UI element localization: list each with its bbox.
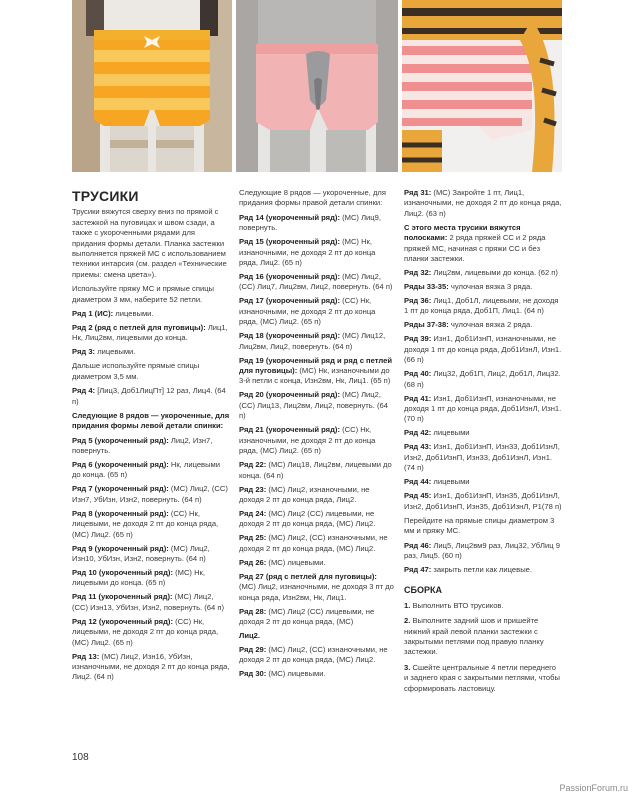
instruction-row: Ряд 39: Изн1, Доб1ИзнП, изнаночными, не доходя 1 пт до конца ряда, Доб1ИзнЛ, Изн1. (66 п) bbox=[404, 334, 562, 365]
instruction-row: Ряд 47: закрыть петли как лицевые. bbox=[404, 564, 532, 574]
photo-pink-shorts bbox=[236, 0, 398, 172]
instruction-row: Ряд 26: (МС) лицевыми. bbox=[239, 557, 326, 567]
instruction-row: Ряд 42: лицевыми bbox=[404, 428, 470, 438]
instruction-row: Ряд 8 (укороченный ряд): (СС) Нк, лицевыми, не доходя 2 пт до конца ряда, (МС) Лиц2. (65 п) bbox=[72, 508, 219, 539]
instruction-row: Ряд 28: (МС) Лиц2 (СС) лицевыми, не доходя 2 пт до конца ряда, (МС) bbox=[239, 606, 375, 626]
instruction-row: Ряд 43: Изн1, Доб1ИзнП, Изн33, Доб1ИзнЛ, Изн2, Доб1ИзнП, Изн33, Доб1ИзнЛ, Изн1. (74 п) bbox=[404, 442, 560, 473]
instruction-row: Ряд 36: Лиц1, Доб1Л, лицевыми, не доходя 1 пт до конца ряда, Доб1П, Лиц1. (64 п) bbox=[404, 296, 559, 316]
instruction-row: Ряд 14 (укороченный ряд): (МС) Лиц9, повернуть. bbox=[239, 212, 381, 233]
instruction-row: Ряд 9 (укороченный ряд): (МС) Лиц2, Изн10, УбИзн, Изн2, повернуть. (64 п) bbox=[72, 543, 210, 563]
text-column-3 bbox=[404, 188, 562, 699]
instruction-row: Ряды 37-38: чулочная вязка 2 ряда. bbox=[404, 320, 533, 330]
instruction-row: Ряд 30: (МС) лицевыми. bbox=[239, 669, 326, 679]
instruction-row: Ряд 7 (укороченный ряд): (МС) Лиц2, (СС) Изн7, УбИзн, Изн2, повернуть. (64 п) bbox=[72, 484, 228, 504]
photo-orange-striped-shorts bbox=[72, 0, 232, 172]
instruction-row: Ряды 33-35: чулочная вязка 3 ряда. bbox=[404, 282, 533, 292]
instruction-row: Ряд 45: Изн1, Доб1ИзнП, Изн35, Доб1ИзнЛ, Изн2, Доб1ИзнП, Изн35, Доб1ИзнЛ, Р1(78 п) bbox=[404, 491, 562, 511]
text-column-2 bbox=[239, 188, 395, 683]
instruction-row: Ряд 23: (МС) Лиц2, изнаночными, не доходя 2 пт до конца ряда, Лиц2. bbox=[239, 484, 370, 504]
section-heading: Следующие 8 рядов — укороченные, для придания формы правой детали спинки: bbox=[239, 188, 386, 208]
instruction-row: Ряд 4: [Лиц3, Доб1ЛицПт] 12 раз, Лиц4. (64 п) bbox=[72, 386, 226, 406]
instruction-row: Ряд 10 (укороченный ряд): (МС) Нк, лицевыми до конца. (65 п) bbox=[72, 567, 205, 588]
note-paragraph: Дальше используйте прямые спицы диаметром 3,5 мм. bbox=[72, 361, 200, 381]
instruction-row: Ряд 40: Лиц32, Доб1П, Лиц2, Доб1Л, Лиц32. (68 п) bbox=[404, 369, 561, 389]
instruction-row: Ряд 44: лицевыми bbox=[404, 477, 470, 487]
intro-paragraph: Используйте пряжу МС и прямые спицы диаметром 3 мм, наберите 52 петли. bbox=[72, 284, 215, 304]
instruction-row: Ряд 19 (укороченный ряд и ряд с петлей для пуговицы): (МС) Нк, изнаночными до 3-й петли с конца, Изн2вм, Нк, Лиц1. (65 п) bbox=[239, 355, 392, 386]
instruction-row: Ряд 32: Лиц2вм, лицевыми до конца. (62 п) bbox=[404, 268, 558, 278]
instruction-row: Ряд 1 (ИС): лицевыми. bbox=[72, 309, 154, 319]
instruction-row: Ряд 21 (укороченный ряд): (СС) Нк, изнаночными, не доходя 2 пт до конца ряда, (МС) Лиц2. (65 п) bbox=[239, 425, 376, 456]
assembly-step: 1. Выполнить ВТО трусиков. bbox=[404, 600, 504, 610]
instruction-row: Ряд 12 (укороченный ряд): (СС) Нк, лицевыми, не доходя 2 пт до конца ряда, (МС) Лиц2. (65 п) bbox=[72, 616, 219, 647]
instruction-row: Ряд 16 (укороченный ряд): (МС) Лиц2, (СС) Лиц7, Лиц2вм, Лиц2, повернуть. (64 п) bbox=[239, 272, 393, 292]
instruction-row: Ряд 31: (МС) Закройте 1 пт, Лиц1, изнаночными, не доходя 2 пт до конца ряда, Лиц2. (63 п) bbox=[404, 188, 562, 218]
assembly-step: 3. Сшейте центральные 4 петли переднего и заднего края с закрытыми петлями, чтобы сформировать ластовицу. bbox=[404, 662, 560, 693]
assembly-step: 2. Выполните задний шов и пришейте нижний край левой планки застежки с закрытыми петлями под правую планку застежки. bbox=[404, 616, 544, 657]
instruction-row: Ряд 11 (укороченный ряд): (МС) Лиц2, (СС) Изн13, УбИзн, Изн2, повернуть. (64 п) bbox=[72, 592, 224, 612]
note-paragraph: Перейдите на прямые спицы диаметром 3 мм и пряжу МС. bbox=[404, 515, 555, 536]
instruction-row: Ряд 3: лицевыми. bbox=[72, 347, 136, 357]
instruction-row: Ряд 25: (МС) Лиц2, (СС) изнаночными, не доходя 2 пт до конца ряда, (МС) Лиц2. bbox=[239, 533, 388, 553]
page-number: 108 bbox=[72, 752, 89, 763]
instruction-row: Ряд 13: (МС) Лиц2, Изн16, УбИзн, изнаночными, не доходя 2 пт до конца ряда, Лиц2. (64 п) bbox=[72, 651, 230, 682]
instruction-row: Лиц2. bbox=[239, 630, 260, 640]
instruction-row: Ряд 20 (укороченный ряд): (МС) Лиц2, (СС) Лиц13, Лиц2вм, Лиц2, повернуть. (64 п) bbox=[239, 390, 388, 421]
text-column-1 bbox=[72, 188, 230, 686]
section-heading: Следующие 8 рядов — укороченные, для придания формы левой детали спинки: bbox=[72, 410, 230, 431]
instruction-row: Ряд 5 (укороченный ряд): Лиц2, Изн7, повернуть. bbox=[72, 435, 213, 455]
instruction-row: Ряд 22: (МС) Лиц18, Лиц2вм, лицевыми до конца. (64 п) bbox=[239, 460, 392, 480]
intro-paragraph: Трусики вяжутся сверху вниз по прямой с застежкой на пуговицах и швом сзади, а также с укороченными рядами для придания формы детали. Планка застежки выполняется пряжей МС с использованием техники интарсия (см. раздел «Технические приемы: смена цвета»). bbox=[72, 207, 227, 279]
assembly-heading: СБОРКА bbox=[404, 585, 442, 596]
instruction-row: Ряд 2 (ряд с петлей для пуговицы): Лиц1, Нк, Лиц2вм, лицевыми до конца. bbox=[72, 323, 228, 343]
instruction-row: Ряд 24: (МС) Лиц2 (СС) лицевыми, не доходя 2 пт до конца ряда, (МС) Лиц2. bbox=[239, 508, 376, 529]
instruction-row: Ряд 27 (ряд с петлей для пуговицы): (МС) Лиц2, изнаночными, не доходя 3 пт до конца ряда, Изн2вм, Нк, Лиц1. bbox=[239, 571, 394, 602]
instruction-row: Ряд 46: Лиц5, Лиц2вм9 раз, Лиц32, УбЛиц 9 раз, Лиц5. (60 п) bbox=[404, 540, 560, 560]
instruction-row: Ряд 17 (укороченный ряд): (СС) Нк, изнаночными, не доходя 2 пт до конца ряда, (МС) Лиц2. (65 п) bbox=[239, 296, 376, 327]
page-title: ТРУСИКИ bbox=[72, 188, 139, 204]
stripes-instruction: С этого места трусики вяжутся полосками: 2 ряда пряжей СС и 2 ряда пряжей МС, начиная с пряжи СС и без планки застежки. bbox=[404, 222, 546, 264]
instruction-row: Ряд 6 (укороченный ряд): Нк, лицевыми до конца. (65 п) bbox=[72, 459, 221, 480]
instruction-row: Ряд 29: (МС) Лиц2, (СС) изнаночными, не доходя 2 пт до конца ряда, (МС) Лиц2. bbox=[239, 644, 388, 665]
photo-pink-white-striped-shorts bbox=[402, 0, 562, 172]
instruction-row: Ряд 18 (укороченный ряд): (МС) Лиц12, Лиц2вм, Лиц2, повернуть. (64 п) bbox=[239, 331, 386, 351]
watermark: PassionForum.ru bbox=[559, 783, 628, 793]
instruction-row: Ряд 41: Изн1, Доб1ИзнП, изнаночными, не доходя 1 пт до конца ряда, Доб1ИзнЛ, Изн1. (70 п) bbox=[404, 393, 562, 424]
instruction-row: Ряд 15 (укороченный ряд): (МС) Нк, изнаночными, не доходя 2 пт до конца ряда, Лиц2. (65 п) bbox=[239, 237, 376, 268]
